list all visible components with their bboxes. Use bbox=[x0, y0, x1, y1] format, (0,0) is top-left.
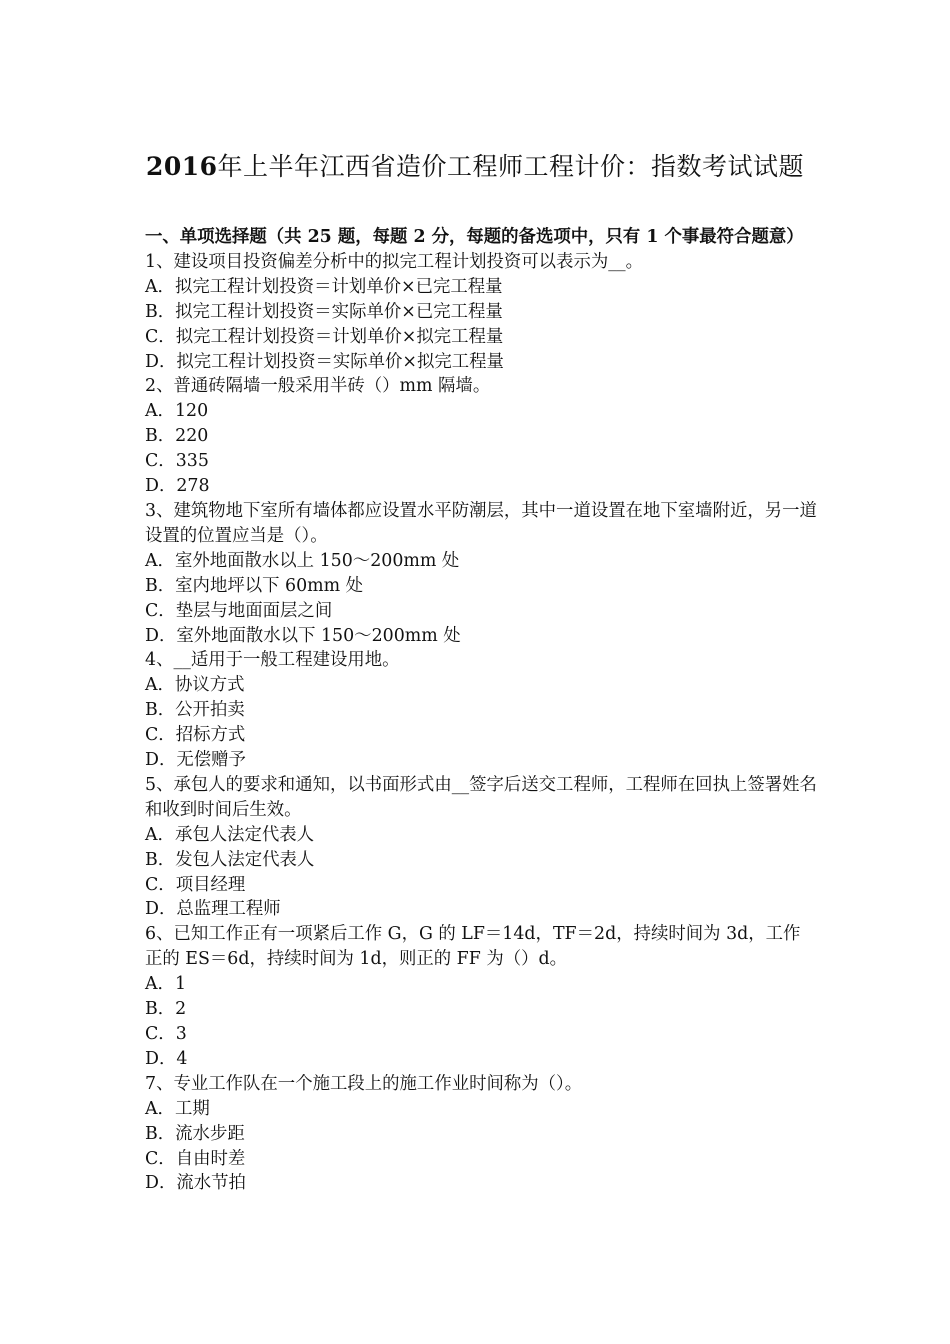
option-a: A．承包人法定代表人 bbox=[145, 824, 315, 845]
option-a: A．120 bbox=[145, 401, 209, 422]
option-b: B．流水步距 bbox=[145, 1123, 245, 1144]
option-d: D．流水节拍 bbox=[145, 1173, 246, 1194]
option-a: A．协议方式 bbox=[145, 675, 245, 696]
option-b: B．公开拍卖 bbox=[145, 700, 245, 721]
option-d: D．无偿赠予 bbox=[145, 750, 246, 771]
option-c: C．垫层与地面面层之间 bbox=[145, 600, 333, 621]
question-stem: 4、__适用于一般工程建设用地。 bbox=[145, 650, 400, 671]
option-d: D．总监理工程师 bbox=[145, 899, 281, 920]
question-3 bbox=[145, 499, 817, 648]
question-1 bbox=[145, 250, 817, 375]
option-b: B．2 bbox=[145, 999, 187, 1020]
question-stem: 2、普通砖隔墙一般采用半砖（）mm 隔墙。 bbox=[145, 376, 491, 397]
option-a: A．拟完工程计划投资＝计划单价×已完工程量 bbox=[145, 276, 503, 297]
question-stem: 5、承包人的要求和通知，以书面形式由__签字后送交工程师，工程师在回执上签署姓名和收到时间后生效。 bbox=[145, 774, 817, 820]
option-b: B．220 bbox=[145, 426, 209, 447]
question-stem: 3、建筑物地下室所有墙体都应设置水平防潮层，其中一道设置在地下室墙附近，另一道设置的位置应当是（）。 bbox=[145, 500, 817, 546]
title-year: 2016 bbox=[145, 152, 218, 181]
option-c: C．自由时差 bbox=[145, 1148, 246, 1169]
question-stem: 7、专业工作队在一个施工段上的施工作业时间称为（）。 bbox=[145, 1073, 583, 1094]
option-a: A．工期 bbox=[145, 1098, 210, 1119]
option-c: C．招标方式 bbox=[145, 725, 246, 746]
question-2 bbox=[145, 374, 817, 499]
option-a: A．1 bbox=[145, 974, 187, 995]
option-c: C．拟完工程计划投资＝计划单价×拟完工程量 bbox=[145, 326, 504, 347]
option-b: B．拟完工程计划投资＝实际单价×已完工程量 bbox=[145, 301, 503, 322]
section-heading: 一、单项选择题（共 25 题，每题 2 分，每题的备选项中，只有 1 个事最符合题意） bbox=[145, 227, 804, 247]
option-b: B．室内地坪以下 60mm 处 bbox=[145, 575, 364, 596]
option-d: D．278 bbox=[145, 476, 210, 497]
document-body bbox=[145, 225, 817, 1196]
question-7 bbox=[145, 1072, 817, 1197]
option-d: D．室外地面散水以下 150～200mm 处 bbox=[145, 625, 461, 646]
title-text: 年上半年江西省造价工程师工程计价：指数考试试题 bbox=[217, 152, 805, 181]
option-a: A．室外地面散水以上 150～200mm 处 bbox=[145, 550, 460, 571]
question-5 bbox=[145, 773, 817, 922]
document-title bbox=[0, 150, 950, 184]
option-c: C．3 bbox=[145, 1024, 187, 1044]
option-c: C．项目经理 bbox=[145, 874, 246, 895]
option-d: D．4 bbox=[145, 1048, 188, 1069]
question-stem: 6、已知工作正有一项紧后工作 G，G 的 LF＝14d，TF＝2d，持续时间为 3d，工作正的 ES＝6d，持续时间为 1d，则正的 FF 为（）d。 bbox=[145, 924, 801, 970]
question-stem: 1、建设项目投资偏差分析中的拟完工程计划投资可以表示为__。 bbox=[145, 251, 644, 272]
option-c: C．335 bbox=[145, 451, 209, 472]
option-b: B．发包人法定代表人 bbox=[145, 849, 315, 870]
question-4 bbox=[145, 648, 817, 773]
option-d: D．拟完工程计划投资＝实际单价×拟完工程量 bbox=[145, 351, 504, 372]
question-6 bbox=[145, 922, 817, 1071]
